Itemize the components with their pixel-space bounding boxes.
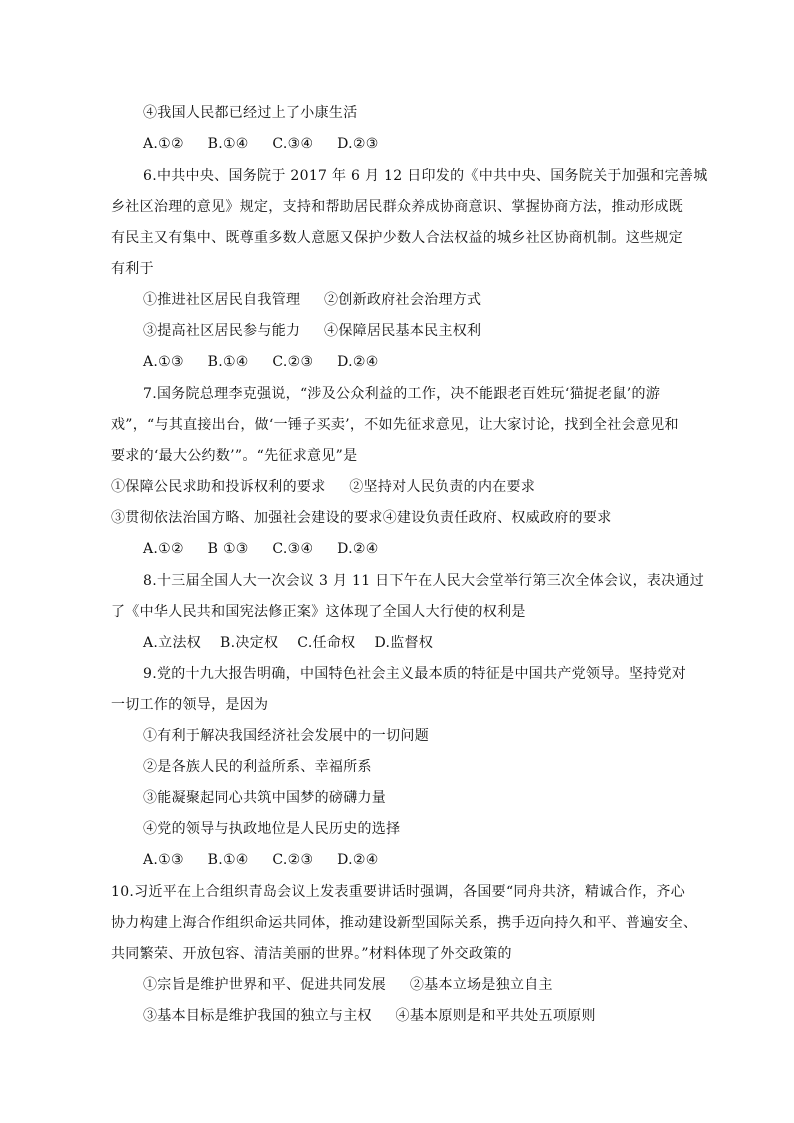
question-9-stem: 9.党的十九大报告明确，中国特色社会主义最本质的特征是中国共产党领导。坚持党对 xyxy=(143,666,687,682)
option-line: ④党的领导与执政地位是人民历史的选择 xyxy=(143,821,401,837)
answer-choices: A.①③ B.①④ C.②③ D.②④ xyxy=(143,354,379,370)
question-8-stem: 了《中华人民共和国宪法修正案》这体现了全国人大行使的权利是 xyxy=(111,604,526,620)
question-7-stem: 戏”，“与其直接出台，做‘一锤子买卖’，不如先征求意见，让大家讨论，找到全社会意见和 xyxy=(111,417,679,433)
answer-choices: A.①② B.①④ C.③④ D.②③ xyxy=(143,136,379,152)
question-6-stem: 有民主又有集中、既尊重多数人意愿又保护少数人合法权益的城乡社区协商机制。这些规定 xyxy=(111,230,683,246)
question-10-stem: 共同繁荣、开放包容、清洁美丽的世界。”材料体现了外交政策的 xyxy=(111,946,512,962)
question-9-stem: 一切工作的领导，是因为 xyxy=(111,697,269,713)
question-8-stem: 8.十三届全国人大一次会议 3 月 11 日下午在人民大会堂举行第三次全体会议，表决通过 xyxy=(143,573,705,589)
option-line: ①保障公民求助和投诉权利的要求 ②坚持对人民负责的内在要求 xyxy=(111,479,536,495)
option-line: ③能凝聚起同心共筑中国梦的磅礴力量 xyxy=(143,790,387,806)
option-line: ①有利于解决我国经济社会发展中的一切问题 xyxy=(143,728,429,744)
option-line: ③基本目标是维护我国的独立与主权 ④基本原则是和平共处五项原则 xyxy=(143,1008,596,1024)
answer-choices: A.①② B ①③ C.③④ D.②④ xyxy=(143,541,379,557)
option-line: ③贯彻依法治国方略、加强社会建设的要求④建设负责任政府、权威政府的要求 xyxy=(111,510,612,526)
question-6-stem: 乡社区治理的意见》规定，支持和帮助居民群众养成协商意识、掌握协商方法，推动形成既 xyxy=(111,199,683,215)
answer-choices: A.立法权 B.决定权 C.任命权 D.监督权 xyxy=(143,635,434,651)
question-10-stem: 协力构建上海合作组织命运共同体，推动建设新型国际关系，携手迈向持久和平、普遍安全、 xyxy=(111,915,698,931)
option-line: ①宗旨是维护世界和平、促进共同发展 ②基本立场是独立自主 xyxy=(143,977,553,993)
option-line: ④我国人民都已经过上了小康生活 xyxy=(143,105,358,121)
question-6-stem: 6.中共中央、国务院于 2017 年 6 月 12 日印发的《中共中央、国务院关于加强和完善城 xyxy=(143,168,708,184)
answer-choices: A.①③ B.①④ C.②③ D.②④ xyxy=(143,852,379,868)
option-line: ③提高社区居民参与能力 ④保障居民基本民主权利 xyxy=(143,323,482,339)
question-6-stem: 有利于 xyxy=(111,261,154,277)
question-7-stem: 7.国务院总理李克强说，“涉及公众利益的工作，决不能跟老百姓玩‘猫捉老鼠’的游 xyxy=(143,386,661,402)
option-line: ①推进社区居民自我管理 ②创新政府社会治理方式 xyxy=(143,292,482,308)
option-line: ②是各族人民的利益所系、幸福所系 xyxy=(143,759,372,775)
question-10-stem: 10.习近平在上合组织青岛会议上发表重要讲话时强调，各国要“同舟共济，精诚合作，齐心 xyxy=(111,884,686,900)
question-7-stem: 要求的‘最大公约数’”。“先征求意见”是 xyxy=(111,448,358,464)
